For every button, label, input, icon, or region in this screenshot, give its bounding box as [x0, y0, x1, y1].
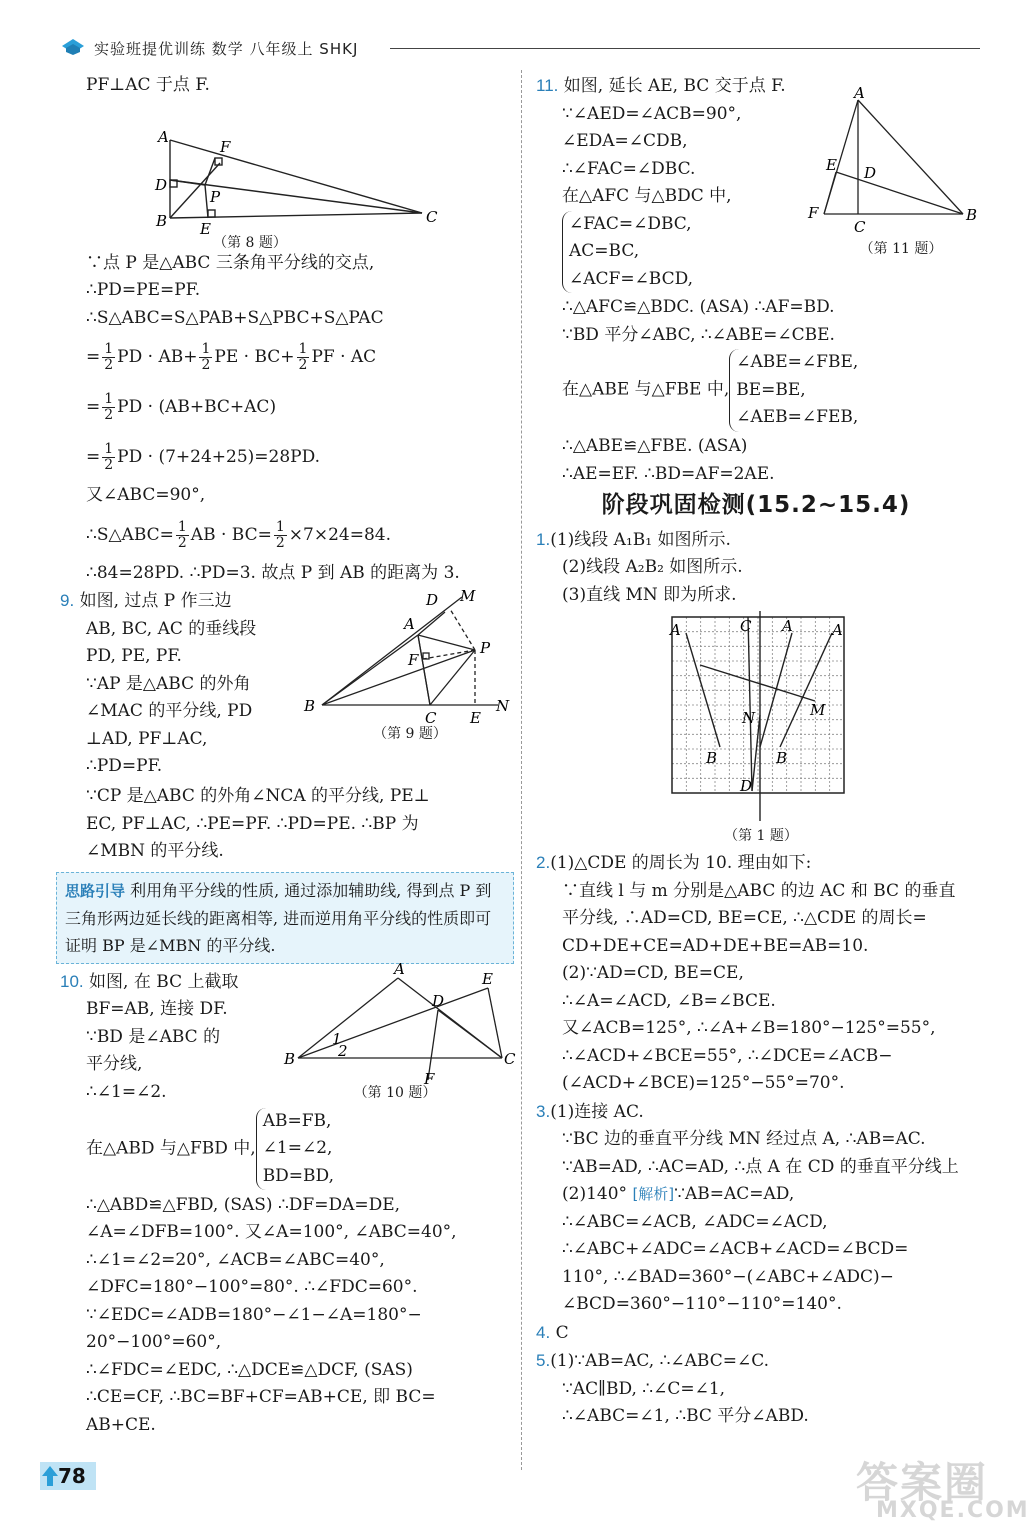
question-number: 10.	[60, 971, 84, 991]
text-line: ∴PD=PE=PF.	[86, 280, 201, 300]
question-number: 4.	[536, 1322, 551, 1342]
label-A: A	[158, 127, 169, 146]
label-M: M	[810, 701, 826, 719]
text-line: ∴∠1=∠2.	[86, 1081, 167, 1102]
fraction: $\frac{1}{2}$	[104, 341, 114, 373]
text-line: PF⊥AC 于点 F.	[86, 75, 210, 95]
fraction: $\frac{1}{2}$	[177, 518, 187, 551]
text-line: ∵BC 边的垂直平分线 MN 经过点 A, ∴AB=AC.	[562, 1129, 926, 1149]
angle-label-2: 2	[338, 1041, 348, 1060]
text-line: EC, PF⊥AC, ∴PE=PF. ∴PD=PE. ∴BP 为	[86, 813, 419, 834]
text-line: ∵AC∥BD, ∴∠C=∠1,	[562, 1378, 726, 1399]
text-line: (∠ACD+∠BCE)=125°−55°=70°.	[562, 1073, 845, 1093]
text-line: ∵∠EDC=∠ADB=180°−∠1−∠A=180°−	[86, 1304, 422, 1325]
text-line: ∠BCD=360°−110°−110°=140°.	[562, 1294, 842, 1314]
page-number: 78	[40, 1462, 96, 1490]
label-A: A	[854, 84, 865, 102]
text-line: ⊥AD, PF⊥AC,	[86, 728, 208, 749]
text-line: ∠EDA=∠CDB,	[562, 131, 688, 151]
angle-label-1: 1	[332, 1029, 342, 1048]
text-line: (1)∵AB=AC, ∴∠ABC=∠C.	[550, 1351, 770, 1371]
hint-tag: 思路引导	[65, 881, 126, 900]
text-line: 如图, 过点 P 作三边	[79, 591, 232, 611]
text-line: (1)△CDE 的周长为 10. 理由如下:	[550, 853, 812, 873]
figure-1	[536, 609, 976, 849]
system-line: 在△ABE 与△FBE 中, ∠ABE=∠FBE, BE=BE, ∠AEB=∠FEB,	[536, 349, 976, 433]
label-F: F	[220, 137, 231, 156]
text-line: 20°−100°=60°,	[86, 1332, 222, 1352]
label-N: N	[496, 697, 510, 715]
text-line: (2)线段 A₂B₂ 如图所示.	[562, 557, 743, 577]
text-line: ∴∠ABC=∠1, ∴BC 平分∠ABD.	[562, 1406, 809, 1426]
text-line: 如图, 在 BC 上截取	[89, 971, 239, 992]
system-line: 在△ABD 与△FBD 中, AB=FB, ∠1=∠2, BD=BD,	[60, 1108, 512, 1192]
text-line: ∴∠1=∠2=20°, ∠ACB=∠ABC=40°,	[86, 1249, 385, 1270]
label-D: D	[426, 591, 439, 609]
figure-10-diagram	[280, 959, 516, 1088]
text-line: 在△AFC 与△BDC 中,	[562, 186, 732, 206]
question-9	[60, 587, 512, 783]
question-number: 9.	[60, 591, 75, 610]
figure-1-grid-diagram	[670, 615, 850, 825]
text-line: 又∠ABC=90°,	[86, 485, 206, 505]
label-A: A	[394, 959, 405, 978]
text-line: ∴△AFC≌△BDC. (ASA) ∴AF=BD.	[562, 297, 835, 317]
label-D: D	[432, 991, 445, 1010]
section-title: 阶段巩固检测(15.2~15.4)	[601, 492, 911, 518]
text-line: ∴84=28PD. ∴PD=3. 故点 P 到 AB 的距离为 3.	[86, 562, 460, 583]
label-E: E	[470, 709, 481, 727]
label-B: B	[776, 749, 788, 767]
text-line: 平分线,	[86, 1054, 143, 1074]
figure-8	[60, 100, 512, 250]
text-line: ∴PD=PF.	[86, 756, 163, 776]
text-line: 如图, 延长 AE, BC 交于点 F.	[563, 76, 786, 96]
label-C: C	[426, 207, 438, 226]
label-B: B	[156, 211, 168, 230]
book-logo-icon	[60, 36, 86, 56]
text-line: ∠MBN 的平分线.	[86, 841, 224, 861]
label-F: F	[424, 1069, 435, 1088]
label-A: A	[670, 621, 681, 639]
column-divider	[521, 70, 522, 1470]
equation-system: ∠ABE=∠FBE, BE=BE, ∠AEB=∠FEB,	[729, 349, 858, 432]
question-number: 1.	[536, 529, 551, 549]
label-F: F	[808, 204, 819, 222]
text-line: AB, BC, AC 的垂线段	[86, 618, 257, 639]
text-line: ∠MAC 的平分线, PD	[86, 701, 253, 721]
question-number: 3.	[536, 1101, 551, 1121]
equation-system: AB=FB, ∠1=∠2, BD=BD,	[256, 1108, 334, 1191]
text-line: ∴S△ABC=S△PAB+S△PBC+S△PAC	[86, 307, 384, 328]
text-line: ∵AP 是△ABC 的外角	[86, 673, 251, 694]
fraction: $\frac{1}{2}$	[275, 518, 285, 551]
text-line: ∠A=∠DFB=100°. 又∠A=100°, ∠ABC=40°,	[86, 1222, 457, 1242]
fraction: $\frac{1}{2}$	[104, 441, 114, 473]
question-number: 11.	[536, 76, 559, 95]
arrow-up-icon	[42, 1466, 58, 1486]
question-number: 5.	[536, 1351, 551, 1370]
label-P: P	[480, 639, 491, 657]
formula-line: = $\frac{1}{2}$ PD · (AB+BC+AC)	[86, 391, 277, 423]
label-E: E	[200, 219, 211, 238]
text-line: ∵∠AED=∠ACB=90°,	[562, 103, 742, 124]
figure-caption: （第 8 题）	[213, 234, 287, 251]
text-line: ∵BD 是∠ABC 的	[86, 1026, 221, 1047]
text-line: BF=AB, 连接 DF.	[86, 999, 228, 1019]
watermark: 答案圈 MXQE.COM	[856, 1458, 1030, 1523]
text-line: ∴AE=EF. ∴BD=AF=2AE.	[562, 463, 775, 484]
figure-8-diagram	[60, 100, 512, 238]
text-line: (2)∵AD=CD, BE=CE,	[562, 963, 744, 983]
figure-caption: （第 9 题）	[373, 726, 447, 742]
equation-system: ∠FAC=∠DBC, AC=BC, ∠ACF=∠BCD,	[536, 211, 806, 294]
text-line: ∵直线 l 与 m 分别是△ABC 的边 AC 和 BC 的垂直	[562, 880, 956, 901]
fraction: $\frac{1}{2}$	[298, 341, 308, 373]
hint-text: 利用角平分线的性质, 通过添加辅助线, 得到点 P 到三角形两边延长线的距离相等, 进而逆用角平分线的性质即可证明 BP 是∠MBN 的平分线.	[65, 880, 492, 955]
text-line: ∵AB=AD, ∴AC=AD, ∴点 A 在 CD 的垂直平分线上	[562, 1156, 959, 1177]
page-header	[60, 30, 980, 64]
label-C: C	[740, 617, 752, 635]
text-line: CD+DE+CE=AD+DE+BE=AB=10.	[562, 935, 869, 956]
label-D: D	[740, 777, 753, 795]
text-line: ∴∠ABC=∠ACB, ∠ADC=∠ACD,	[562, 1211, 828, 1232]
text-line: ∵BD 平分∠ABC, ∴∠ABE=∠CBE.	[562, 324, 835, 345]
formula-line: = $\frac{1}{2}$ PD · AB+ $\frac{1}{2}$ PE · BC+ $\frac{1}{2}$ PF · AC	[86, 341, 377, 373]
figure-caption: （第 10 题）	[353, 1084, 437, 1101]
question-11	[536, 72, 976, 292]
text-line: ∵点 P 是△ABC 三条角平分线的交点,	[86, 252, 375, 273]
text-line: (1)线段 A₁B₁ 如图所示.	[550, 529, 731, 550]
label-E: E	[826, 156, 837, 174]
header-rule	[390, 48, 980, 49]
label-C: C	[425, 709, 437, 727]
text-line: ∴∠A=∠ACD, ∠B=∠BCE.	[562, 990, 776, 1011]
label-C: C	[854, 218, 866, 236]
formula-line: ∴S△ABC= $\frac{1}{2}$ AB · BC= $\frac{1}{2}$ ×7×24=84.	[86, 518, 391, 551]
text-line: (3)直线 MN 即为所求.	[562, 584, 737, 605]
text-line: ∠DFC=180°−100°=80°. ∴∠FDC=60°.	[86, 1277, 418, 1297]
text-line: ∴∠FDC=∠EDC, ∴△DCE≌△DCF, (SAS)	[86, 1359, 413, 1380]
label-B: B	[706, 749, 718, 767]
figure-caption: （第 1 题）	[724, 828, 798, 844]
figure-9-diagram	[300, 587, 512, 737]
text-line: ∴△ABD≌△FBD, (SAS) ∴DF=DA=DE,	[86, 1194, 401, 1215]
header-title: 实验班提优训练 数学 八年级上 SHKJ	[94, 40, 359, 58]
hint-box	[56, 872, 514, 964]
text-line: (1)连接 AC.	[550, 1101, 644, 1122]
left-column	[60, 72, 516, 1439]
label-E: E	[482, 969, 493, 988]
analysis-tag: [解析]	[632, 1185, 675, 1203]
text-line: ∴∠ABC+∠ADC=∠ACB+∠ACD=∠BCD=	[562, 1239, 909, 1259]
text-line: AB+CE.	[86, 1414, 156, 1435]
label-A: A	[404, 615, 415, 633]
question-number: 2.	[536, 853, 551, 872]
label-D: D	[864, 164, 877, 182]
label-F: F	[408, 651, 419, 669]
right-column	[536, 72, 976, 1431]
text-line: ∴CE=CF, ∴BC=BF+CF=AB+CE, 即 BC=	[86, 1387, 436, 1407]
text-line: 平分线, ∴AD=CD, BE=CE, ∴△CDE 的周长=	[562, 908, 927, 928]
label-A: A	[782, 617, 793, 635]
question-10	[60, 959, 516, 1108]
label-B: B	[284, 1049, 296, 1068]
text-line: ∴∠ACD+∠BCE=55°, ∴∠DCE=∠ACB−	[562, 1045, 893, 1066]
fraction: $\frac{1}{2}$	[104, 391, 114, 423]
formula-line: = $\frac{1}{2}$ PD · (7+24+25)=28PD.	[86, 441, 321, 473]
text-line: ∴△ABE≌△FBE. (ASA)	[562, 436, 748, 456]
label-D: D	[155, 175, 168, 194]
figure-caption: （第 11 题）	[859, 241, 943, 257]
text-line: (2)140° [解析]∵AB=AC=AD,	[562, 1184, 795, 1204]
label-N: N	[742, 709, 756, 727]
answer-text: C	[555, 1322, 569, 1343]
label-P: P	[210, 187, 221, 206]
label-A: A	[832, 621, 843, 639]
label-C: C	[504, 1049, 516, 1068]
fraction: $\frac{1}{2}$	[201, 341, 211, 373]
text-line: 又∠ACB=125°, ∴∠A+∠B=180°−125°=55°,	[562, 1018, 936, 1038]
text-line: 110°, ∴∠BAD=360°−(∠ABC+∠ADC)−	[562, 1266, 894, 1287]
label-B: B	[966, 206, 978, 224]
label-B: B	[304, 697, 316, 715]
label-M: M	[460, 587, 476, 605]
text-line: ∵CP 是△ABC 的外角∠NCA 的平分线, PE⊥	[86, 786, 430, 806]
text-line: ∴∠FAC=∠DBC.	[562, 158, 696, 179]
text-line: PD, PE, PF.	[86, 646, 182, 666]
